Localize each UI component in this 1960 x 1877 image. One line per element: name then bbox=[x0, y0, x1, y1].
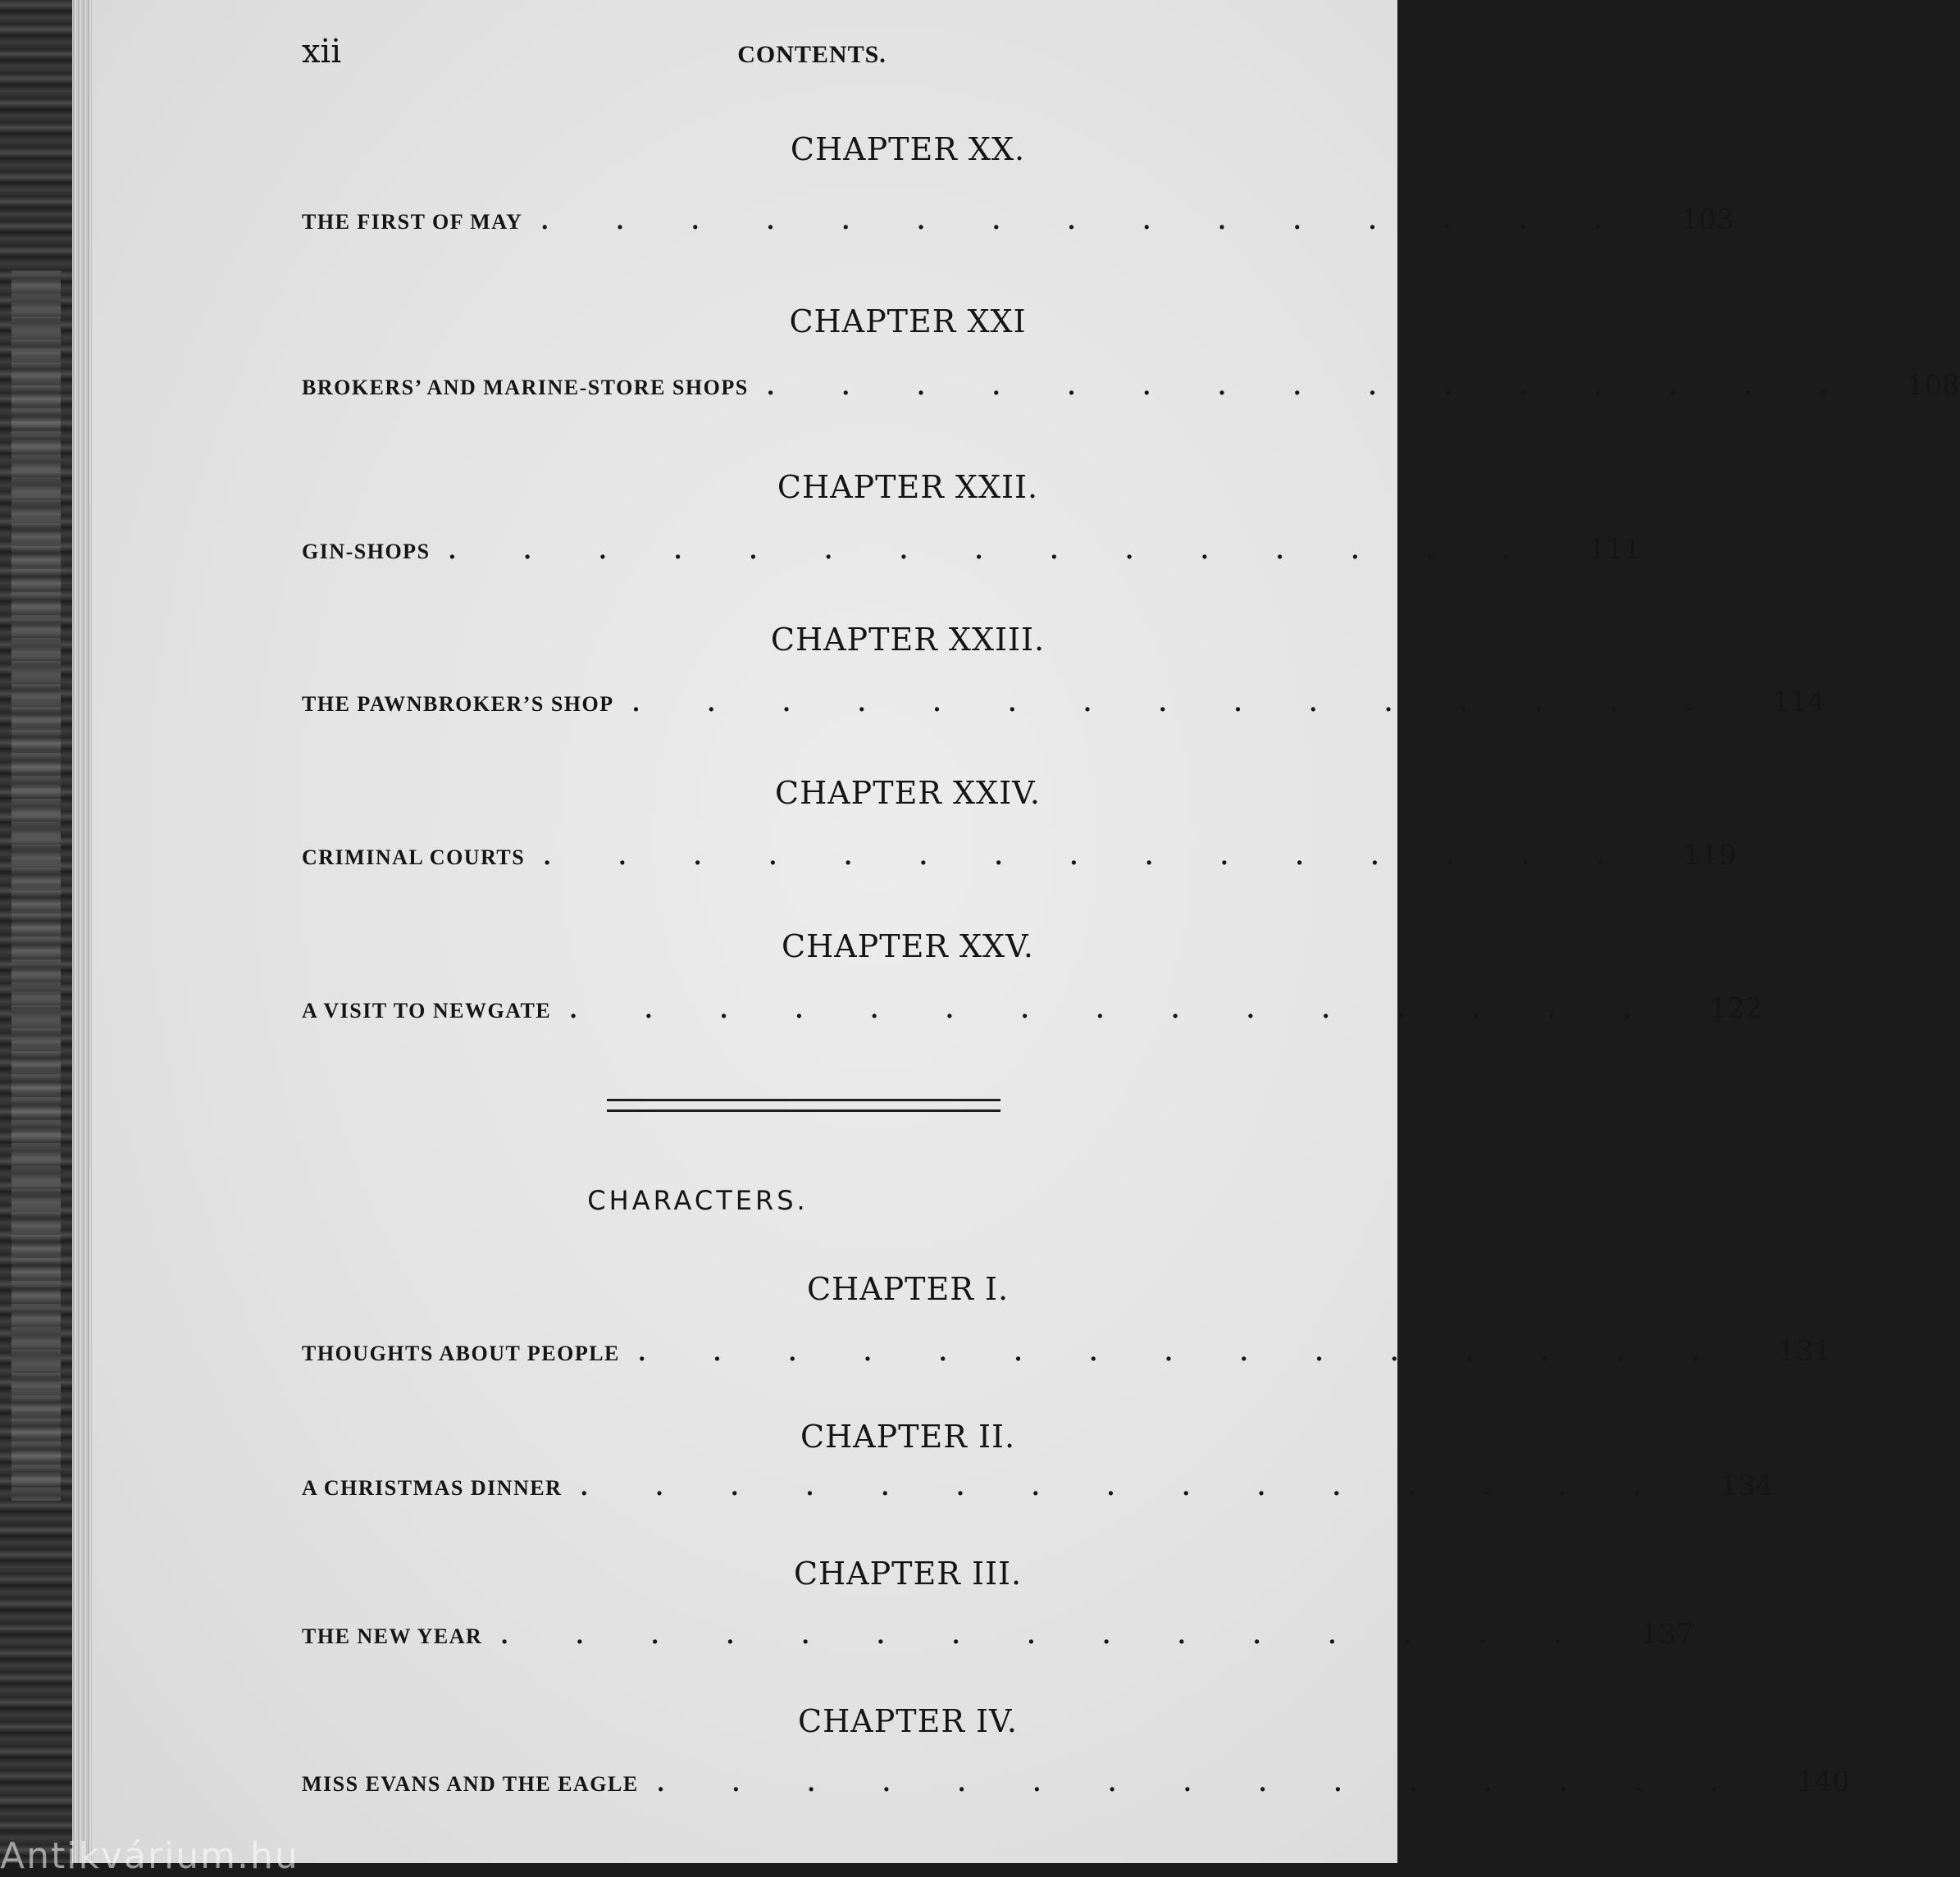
toc-entry-page: 131 bbox=[1778, 1335, 1832, 1368]
toc-entry-page: 108 bbox=[1906, 369, 1960, 402]
dot-leader: ............... bbox=[656, 1770, 1785, 1797]
toc-entry-page: 119 bbox=[1683, 839, 1737, 872]
dot-leader: ............... bbox=[448, 537, 1577, 564]
dot-leader: ............... bbox=[631, 690, 1761, 717]
chapter-heading: CHAPTER I. bbox=[806, 1271, 1010, 1307]
toc-entry-title: THOUGHTS ABOUT PEOPLE bbox=[302, 1342, 620, 1365]
running-title: CONTENTS. bbox=[737, 41, 887, 68]
toc-entry[interactable] bbox=[302, 1618, 1694, 1654]
toc-entry[interactable] bbox=[302, 1335, 1832, 1371]
dot-leader: ............... bbox=[766, 373, 1895, 400]
chapter-heading: CHAPTER XXV. bbox=[782, 928, 1034, 964]
toc-entry[interactable] bbox=[302, 1765, 1850, 1802]
dot-leader: ............... bbox=[580, 1474, 1709, 1501]
chapter-heading: CHAPTER IV. bbox=[798, 1703, 1018, 1739]
chapter-heading: CHAPTER XXIV. bbox=[775, 775, 1041, 811]
toc-entry-title: A VISIT TO NEWGATE bbox=[302, 999, 552, 1023]
page-column-label: PAGE bbox=[1459, 180, 1511, 198]
toc-entry-page: 103 bbox=[1680, 203, 1734, 236]
characters-heading: CHARACTERS. bbox=[587, 1185, 809, 1216]
chapter-heading: CHAPTER II. bbox=[800, 1419, 1016, 1455]
toc-entry-title: CRIMINAL COURTS bbox=[302, 845, 526, 869]
toc-entry-title: THE NEW YEAR bbox=[302, 1624, 483, 1648]
toc-entry-title: GIN-SHOPS bbox=[302, 540, 431, 563]
dot-leader: ............... bbox=[500, 1622, 1630, 1649]
dot-leader: ............... bbox=[637, 1339, 1767, 1366]
toc-entry-title: MISS EVANS AND THE EAGLE bbox=[302, 1772, 639, 1796]
toc-entry-page: 114 bbox=[1771, 686, 1826, 718]
toc-entry-page: 134 bbox=[1720, 1469, 1774, 1502]
chapter-heading: CHAPTER XXIII. bbox=[770, 622, 1046, 658]
toc-entry[interactable] bbox=[302, 1469, 1774, 1506]
toc-entry-title: THE PAWNBROKER’S SHOP bbox=[302, 692, 614, 716]
toc-entry-title: BROKERS’ AND MARINE-STORE SHOPS bbox=[302, 376, 749, 399]
book-spine bbox=[0, 0, 75, 1863]
toc-entry-title: THE FIRST OF MAY bbox=[302, 210, 523, 234]
toc-entry-page: 111 bbox=[1588, 533, 1642, 566]
chapter-heading: CHAPTER XXI bbox=[789, 303, 1027, 339]
chapter-heading: CHAPTER XX. bbox=[790, 131, 1026, 167]
chapter-heading: CHAPTER III. bbox=[793, 1556, 1023, 1592]
dot-leader: ............... bbox=[543, 843, 1672, 870]
toc-entry-page: 122 bbox=[1709, 992, 1763, 1025]
dot-leader: ............... bbox=[540, 207, 1670, 235]
toc-entry-page: 137 bbox=[1640, 1618, 1694, 1651]
toc-entry-page: 140 bbox=[1796, 1765, 1850, 1798]
toc-entry-title: A CHRISTMAS DINNER bbox=[302, 1476, 563, 1500]
page-folio: xii bbox=[302, 33, 342, 71]
watermark: Antikvárium.hu bbox=[0, 1835, 299, 1877]
dot-leader: ............... bbox=[569, 996, 1698, 1023]
chapter-heading: CHAPTER XXII. bbox=[777, 469, 1039, 505]
